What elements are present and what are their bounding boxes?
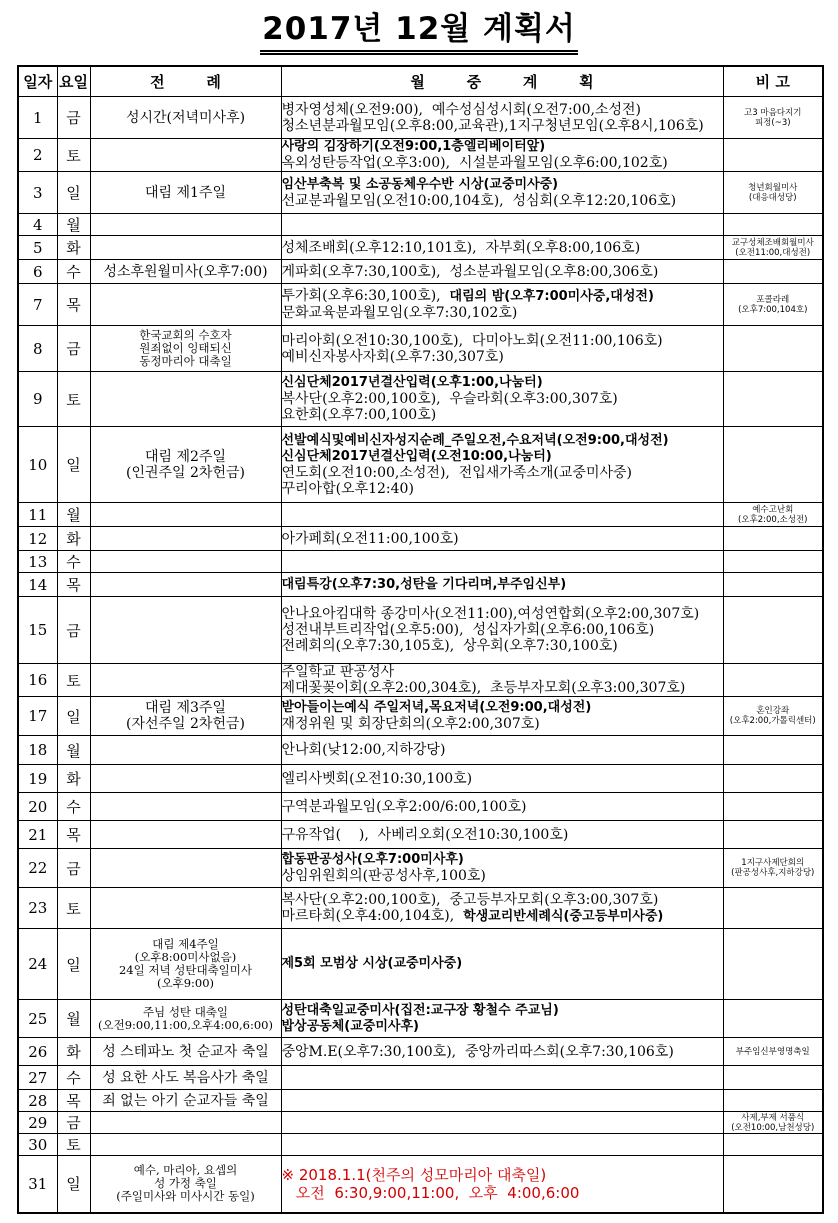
table-row [18, 697, 823, 736]
weekday-cell: 토 [57, 664, 90, 697]
remark-line: 사제,부제 서품식 [741, 1112, 805, 1123]
plan-cell [281, 427, 723, 503]
day-cell: 21 [18, 821, 57, 849]
plan-line: 예비신자봉사자회(오후7:30,307호) [281, 348, 504, 365]
plan-line: 제대꽃꽂이회(오후2:00,304호), 초등부자모회(오후3:00,307호) [281, 680, 686, 696]
remarks-cell [723, 736, 823, 765]
plan-line: 병자영성체(오전9:00), 예수성심성시회(오전7:00,소성전) [281, 101, 641, 118]
plan-cell [281, 139, 723, 172]
header-remarks: 비 고 [723, 66, 823, 97]
remark-line: 1지구사제단회의 [741, 858, 805, 868]
table-row [18, 765, 823, 793]
table-row [18, 284, 823, 326]
day-cell: 3 [18, 172, 57, 214]
plan-cell [281, 372, 723, 427]
liturgy-line: 성시간(저녁미사후) [125, 109, 246, 126]
weekday-cell: 일 [57, 1156, 90, 1213]
plan-cell [281, 1090, 723, 1112]
plan-cell [281, 697, 723, 736]
plan-line: 옥외성탄등작업(오후3:00), 시설분과월모임(오후6:00,102호) [281, 155, 668, 171]
day-cell: 1 [18, 97, 57, 139]
table-row [18, 1038, 823, 1066]
day-cell: 20 [18, 793, 57, 821]
remark-line: (오전11:00,대성전) [735, 247, 811, 258]
remarks-cell [723, 1134, 823, 1156]
plan-line: 대림특강(오후7:30,성탄을 기다리며,부주임신부) [281, 576, 567, 592]
page-title: 2017년 12월 계획서 [260, 10, 578, 55]
weekday-cell: 화 [57, 527, 90, 551]
day-cell: 15 [18, 597, 57, 664]
liturgy-cell [90, 736, 281, 765]
weekday-cell: 목 [57, 821, 90, 849]
remarks-cell [723, 139, 823, 172]
liturgy-line: (오후9:00) [156, 976, 214, 990]
liturgy-line: 대림 제1주일 [145, 184, 226, 201]
liturgy-cell [90, 793, 281, 821]
plan-line: 연도회(오전10:00,소성전), 전입새가족소개(교중미사중) [281, 464, 632, 481]
header-plan: 월 중 계 획 [281, 66, 723, 97]
weekday-cell: 토 [57, 888, 90, 929]
weekday-cell: 수 [57, 551, 90, 573]
plan-line: 사랑의 김장하기(오전9:00,1층엘리베이터앞) [281, 139, 546, 154]
liturgy-line: 24일 저녁 성탄대축일미사 [118, 963, 253, 977]
plan-cell [281, 1134, 723, 1156]
remark-line: (대응대성당) [748, 192, 797, 203]
plan-line: 문화교육분과월모임(오후7:30,102호) [281, 305, 518, 321]
remarks-cell [723, 260, 823, 284]
plan-cell [281, 236, 723, 260]
plan-line: 청소년분과월모임(오후8:00,교육관),1지구청년모임(오후8시,106호) [281, 117, 704, 134]
plan-line: 받아들이는예식 주일저녁,목요저녁(오전9:00,대성전) [281, 700, 592, 715]
remarks-cell [723, 821, 823, 849]
plan-cell [281, 736, 723, 765]
plan-line: 꾸리아합(오후12:40) [281, 480, 414, 497]
liturgy-cell [90, 97, 281, 139]
table-row [18, 527, 823, 551]
liturgy-line: 예수, 마리아, 요셉의 [133, 1163, 238, 1178]
liturgy-cell [90, 765, 281, 793]
plan-cell [281, 1000, 723, 1038]
table-row [18, 1156, 823, 1213]
weekday-cell: 목 [57, 1090, 90, 1112]
plan-cell [281, 214, 723, 236]
day-cell: 28 [18, 1090, 57, 1112]
header-row [18, 66, 823, 97]
remark-line: 부주임신부영명축일 [735, 1046, 810, 1057]
remark-line: 포콜라레 [756, 294, 790, 305]
liturgy-line: 성소후원월미사(오후7:00) [103, 263, 268, 280]
table-row [18, 139, 823, 172]
remarks-cell [723, 597, 823, 664]
plan-cell [281, 664, 723, 697]
weekday-cell: 금 [57, 597, 90, 664]
table-row [18, 888, 823, 929]
plan-cell [281, 793, 723, 821]
day-cell: 8 [18, 326, 57, 372]
liturgy-line: (오전9:00,11:00,오후4:00,6:00) [98, 1017, 273, 1032]
weekday-cell: 수 [57, 260, 90, 284]
plan-line: ※ 2018.1.1(천주의 성모마리아 대축일) [281, 1165, 547, 1184]
table-row [18, 1066, 823, 1090]
liturgy-cell [90, 139, 281, 172]
liturgy-cell [90, 597, 281, 664]
liturgy-line: 한국교회의 수호자 [139, 328, 232, 342]
plan-line: 임산부축복 및 소공동체우수반 시상(교중미사중) [281, 176, 559, 192]
plan-line: 주일학교 판공성사 [281, 664, 395, 680]
liturgy-cell [90, 821, 281, 849]
day-cell: 13 [18, 551, 57, 573]
plan-line: 엘리사벳회(오전10:30,100호) [281, 770, 473, 787]
remarks-cell [723, 793, 823, 821]
liturgy-cell [90, 849, 281, 888]
remarks-cell [723, 97, 823, 139]
liturgy-line: 성 스테파노 첫 순교자 축일 [102, 1043, 269, 1060]
liturgy-cell [90, 372, 281, 427]
day-cell: 4 [18, 214, 57, 236]
day-cell: 12 [18, 527, 57, 551]
day-cell: 18 [18, 736, 57, 765]
remark-line: (판공성사후,지하강당) [731, 868, 815, 878]
table-row [18, 1090, 823, 1112]
table-row [18, 1112, 823, 1134]
plan-cell [281, 1156, 723, 1213]
remarks-cell [723, 664, 823, 697]
plan-line: 게파회(오후7:30,100호), 성소분과월모임(오후8:00,306호) [281, 263, 659, 280]
plan-line: 선교분과월모임(오전10:00,104호), 성심회(오후12:20,106호) [281, 192, 677, 209]
weekday-cell: 금 [57, 97, 90, 139]
liturgy-cell [90, 214, 281, 236]
table-row [18, 503, 823, 527]
plan-cell [281, 260, 723, 284]
liturgy-line: (오후8:00미사없음) [134, 950, 237, 964]
liturgy-line: 성 요한 사도 복음사가 축일 [102, 1069, 269, 1086]
plan-line [282, 908, 723, 925]
remark-line: 고3 마음다지기 [744, 107, 802, 118]
weekday-cell: 화 [57, 1038, 90, 1066]
liturgy-line: (주일미사와 미사시간 동일) [116, 1189, 255, 1204]
weekday-cell: 일 [57, 697, 90, 736]
day-cell: 26 [18, 1038, 57, 1066]
plan-line: 아가페회(오전11:00,100호) [281, 530, 459, 547]
table-row [18, 214, 823, 236]
liturgy-line: 동정마리아 대축일 [139, 354, 232, 368]
liturgy-cell [90, 1038, 281, 1066]
remark-line: (오후7:00,104호) [738, 304, 808, 315]
remarks-cell [723, 527, 823, 551]
plan-text: 투가회(오후6:30,100호), [281, 288, 450, 304]
remarks-cell [723, 888, 823, 929]
liturgy-cell [90, 1156, 281, 1213]
remarks-cell [723, 849, 823, 888]
plan-cell [281, 172, 723, 214]
plan-cell [281, 503, 723, 527]
plan-cell [281, 765, 723, 793]
liturgy-cell [90, 929, 281, 1000]
liturgy-cell [90, 1090, 281, 1112]
plan-line: 신심단체2017년결산입력(오후1:00,나눔터) [281, 375, 543, 390]
table-row [18, 427, 823, 503]
plan-line: 구유작업( ), 사베리오회(오전10:30,100호) [281, 826, 569, 843]
remark-line: (오전10:00,남천성당) [731, 1122, 815, 1133]
day-cell: 19 [18, 765, 57, 793]
liturgy-cell [90, 260, 281, 284]
day-cell: 2 [18, 139, 57, 172]
liturgy-line: 죄 없는 아기 순교자들 축일 [102, 1092, 269, 1109]
table-row [18, 372, 823, 427]
table-row [18, 260, 823, 284]
plan-cell [281, 888, 723, 929]
liturgy-line: (인권주일 2차헌금) [126, 464, 245, 481]
table-row [18, 172, 823, 214]
day-cell: 7 [18, 284, 57, 326]
remarks-cell [723, 172, 823, 214]
plan-line: 성체조배회(오후12:10,101호), 자부회(오후8:00,106호) [281, 239, 641, 256]
remarks-cell [723, 573, 823, 597]
liturgy-cell [90, 1134, 281, 1156]
weekday-cell: 목 [57, 573, 90, 597]
remark-line: 교구성체조배회월미사 [731, 237, 814, 248]
liturgy-line: 성 가정 축일 [154, 1176, 217, 1191]
liturgy-cell [90, 427, 281, 503]
weekday-cell: 금 [57, 849, 90, 888]
liturgy-cell [90, 284, 281, 326]
day-cell: 31 [18, 1156, 57, 1213]
plan-line: 선발예식및예비신자성지순례_주일오전,수요저녁(오전9:00,대성전) [281, 432, 669, 448]
table-row [18, 736, 823, 765]
liturgy-line: 대림 제2주일 [145, 448, 226, 465]
day-cell: 27 [18, 1066, 57, 1090]
plan-cell [281, 1112, 723, 1134]
plan-line: 성탄대축일교중미사(집전:교구장 황철수 주교님) [281, 1002, 559, 1018]
liturgy-line: 대림 제3주일 [145, 700, 226, 716]
table-row [18, 793, 823, 821]
table-row [18, 1000, 823, 1038]
plan-cell [281, 1038, 723, 1066]
plan-line: 요한회(오후7:00,100호) [281, 407, 437, 423]
remarks-cell [723, 551, 823, 573]
plan-line: 상임위원회의(판공성사후,100호) [281, 868, 486, 884]
plan-line: 전례회의(오후7:30,105호), 상우회(오후7:30,100호) [281, 638, 618, 654]
liturgy-cell [90, 697, 281, 736]
plan-line: 안나회(낮12:00,지하강당) [281, 742, 446, 758]
plan-line: 복사단(오후2:00,100호), 우슬라회(오후3:00,307호) [281, 391, 618, 407]
day-cell: 17 [18, 697, 57, 736]
remarks-cell [723, 326, 823, 372]
remarks-cell [723, 1156, 823, 1213]
plan-line: 신심단체2017년결산입력(오전10:00,나눔터) [281, 448, 552, 464]
plan-line: 밥상공동체(교중미사후) [281, 1018, 419, 1034]
liturgy-cell [90, 573, 281, 597]
plan-table [17, 65, 824, 1214]
remarks-cell [723, 372, 823, 427]
day-cell: 29 [18, 1112, 57, 1134]
remarks-cell [723, 1038, 823, 1066]
liturgy-cell [90, 551, 281, 573]
plan-line: 오전 6:30,9:00,11:00, 오후 4:00,6:00 [281, 1183, 580, 1202]
table-row [18, 821, 823, 849]
plan-line: 마리아회(오전10:30,100호), 다미아노회(오전11:00,106호) [281, 332, 663, 349]
liturgy-cell [90, 1112, 281, 1134]
liturgy-cell [90, 172, 281, 214]
plan-line: 구역분과월모임(오후2:00/6:00,100호) [281, 798, 527, 815]
day-cell: 10 [18, 427, 57, 503]
remark-line: (오후2:00,가톨릭센터) [729, 716, 816, 726]
weekday-cell: 금 [57, 326, 90, 372]
plan-cell [281, 929, 723, 1000]
liturgy-cell [90, 326, 281, 372]
liturgy-line: (자선주일 2차헌금) [126, 716, 245, 732]
day-cell: 9 [18, 372, 57, 427]
remarks-cell [723, 236, 823, 260]
table-row [18, 326, 823, 372]
plan-line: 재정위원 및 회장단회의(오후2:00,307호) [281, 716, 540, 732]
weekday-cell: 토 [57, 1134, 90, 1156]
table-row [18, 597, 823, 664]
table-row [18, 849, 823, 888]
remarks-cell [723, 1000, 823, 1038]
plan-line: 중앙M.E(오후7:30,100호), 중앙까리따스회(오후7:30,106호) [281, 1043, 674, 1060]
remark-line: (오후2:00,소성전) [738, 514, 808, 525]
weekday-cell: 일 [57, 929, 90, 1000]
weekday-cell: 목 [57, 284, 90, 326]
liturgy-line: 주님 성탄 대축일 [142, 1004, 229, 1019]
plan-line: 제5회 모범상 시상(교중미사중) [281, 956, 463, 971]
remark-line: 혼인강좌 [756, 706, 790, 716]
weekday-cell: 화 [57, 236, 90, 260]
weekday-cell: 일 [57, 427, 90, 503]
weekday-cell: 월 [57, 736, 90, 765]
weekday-cell: 토 [57, 139, 90, 172]
liturgy-cell [90, 664, 281, 697]
table-row [18, 1134, 823, 1156]
weekday-cell: 월 [57, 1000, 90, 1038]
liturgy-cell [90, 1066, 281, 1090]
plan-cell [281, 849, 723, 888]
header-day: 일자 [18, 66, 57, 97]
table-row [18, 97, 823, 139]
remarks-cell [723, 1066, 823, 1090]
remark-line: 피정(~3) [754, 117, 791, 128]
day-cell: 16 [18, 664, 57, 697]
table-row [18, 551, 823, 573]
remark-line: 예수고난회 [752, 504, 794, 515]
plan-cell [281, 573, 723, 597]
weekday-cell: 토 [57, 372, 90, 427]
day-cell: 23 [18, 888, 57, 929]
remarks-cell [723, 427, 823, 503]
day-cell: 11 [18, 503, 57, 527]
remarks-cell [723, 284, 823, 326]
day-cell: 25 [18, 1000, 57, 1038]
plan-cell [281, 284, 723, 326]
remarks-cell [723, 697, 823, 736]
plan-cell [281, 527, 723, 551]
day-cell: 30 [18, 1134, 57, 1156]
day-cell: 14 [18, 573, 57, 597]
liturgy-line: 대림 제4주일 [152, 937, 219, 951]
plan-cell [281, 326, 723, 372]
plan-line: 안나요아킴대학 종강미사(오전11:00),여성연합회(오후2:00,307호) [281, 606, 700, 622]
remarks-cell [723, 929, 823, 1000]
plan-cell [281, 597, 723, 664]
liturgy-cell [90, 1000, 281, 1038]
remarks-cell [723, 765, 823, 793]
plan-line: 성전내부트리작업(오후5:00), 성십자가회(오후6:00,106호) [281, 622, 655, 638]
day-cell: 22 [18, 849, 57, 888]
plan-line [282, 288, 723, 305]
title-area [0, 0, 838, 62]
table-row [18, 573, 823, 597]
weekday-cell: 월 [57, 214, 90, 236]
plan-line: 합동판공성사(오후7:00미사후) [281, 852, 464, 867]
plan-cell [281, 551, 723, 573]
weekday-cell: 수 [57, 793, 90, 821]
plan-text-bold: 대림의 밤(오후7:00미사중,대성전) [449, 289, 654, 304]
table-row [18, 929, 823, 1000]
liturgy-cell [90, 503, 281, 527]
day-cell: 6 [18, 260, 57, 284]
liturgy-cell [90, 236, 281, 260]
remarks-cell [723, 503, 823, 527]
day-cell: 24 [18, 929, 57, 1000]
remark-line: 청년회월미사 [748, 182, 798, 193]
table-row [18, 664, 823, 697]
header-weekday: 요일 [57, 66, 90, 97]
table-row [18, 236, 823, 260]
plan-cell [281, 1066, 723, 1090]
weekday-cell: 화 [57, 765, 90, 793]
plan-line: 복사단(오후2:00,100호), 중고등부자모회(오후3:00,307호) [281, 891, 659, 908]
weekday-cell: 수 [57, 1066, 90, 1090]
weekday-cell: 금 [57, 1112, 90, 1134]
remarks-cell [723, 1090, 823, 1112]
liturgy-line: 원죄없이 잉태되신 [139, 341, 232, 355]
plan-text-bold: 학생교리반세례식(중고등부미사중) [463, 908, 664, 924]
header-liturgy: 전 례 [90, 66, 281, 97]
day-cell: 5 [18, 236, 57, 260]
plan-cell [281, 97, 723, 139]
table-body [18, 97, 823, 1213]
remarks-cell [723, 214, 823, 236]
liturgy-cell [90, 888, 281, 929]
plan-cell [281, 821, 723, 849]
plan-text: 마르타회(오후4:00,104호), [281, 907, 464, 924]
remarks-cell [723, 1112, 823, 1134]
weekday-cell: 일 [57, 172, 90, 214]
weekday-cell: 월 [57, 503, 90, 527]
liturgy-cell [90, 527, 281, 551]
